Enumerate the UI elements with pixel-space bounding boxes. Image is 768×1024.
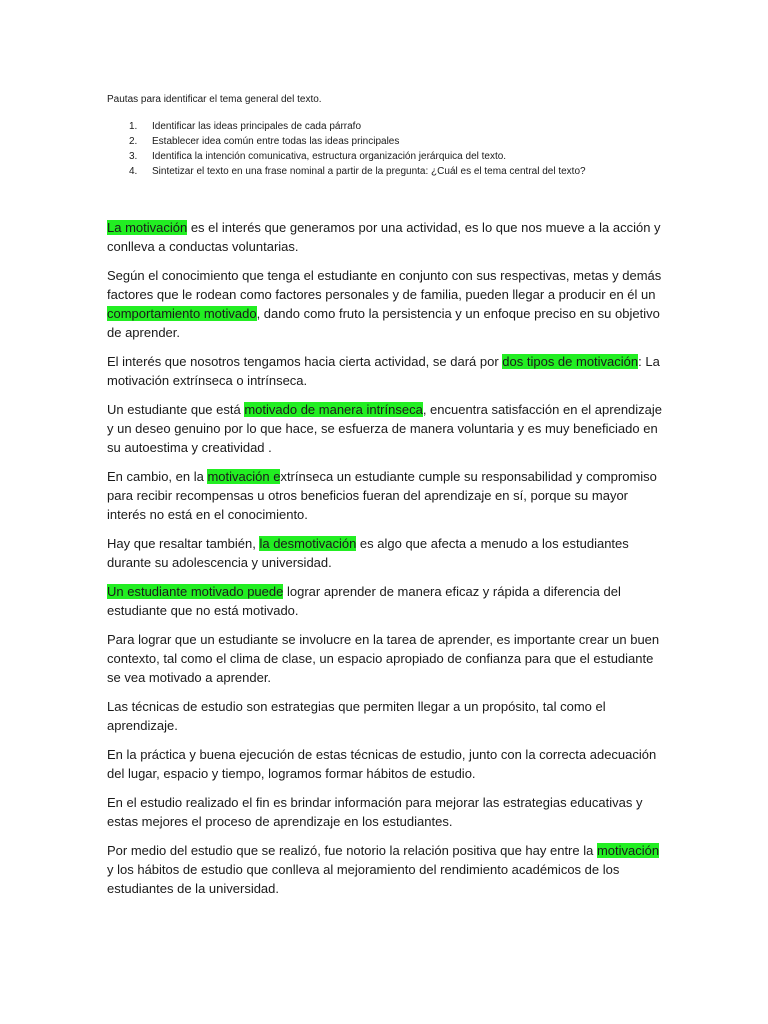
guideline-item	[107, 149, 667, 164]
paragraph-text: Para lograr que un estudiante se involucre en la tarea de aprender, es importante crear un buen contexto, tal como el clima de clase, un espacio apropiado de confianza para que el estudiante se vea motivado a aprender.	[107, 632, 660, 685]
paragraph-text: En el estudio realizado el fin es brindar información para mejorar las estrategias educativas y estas mejores el proceso de aprendizaje en los estudiantes.	[107, 795, 643, 829]
paragraph-text: Por medio del estudio que se realizó, fue notorio la relación positiva que hay entre la	[107, 843, 597, 858]
paragraph-text: : La motivación extrínseca o intrínseca.	[107, 354, 660, 388]
guideline-text: Identificar las ideas principales de cada párrafo	[152, 121, 362, 132]
paragraph	[107, 534, 663, 572]
highlighted-text: La motivación	[107, 220, 188, 235]
paragraph-text: xtrínseca un estudiante cumple su responsabilidad y compromiso para recibir recompensas u otros beneficios fueran del aprendizaje en sí, porque su mayor interés no está en el conocimiento.	[107, 469, 657, 522]
paragraph-text: Hay que resaltar también,	[107, 536, 260, 551]
paragraph	[107, 400, 663, 457]
guideline-item	[107, 119, 667, 134]
paragraph-text: , encuentra satisfacción en el aprendizaje y un deseo genuino por lo que hace, se esfuerza de manera voluntaria y es muy beneficiado en su autoestima y creatividad .	[107, 402, 663, 455]
paragraph	[107, 218, 663, 256]
highlighted-text: Un estudiante motivado puede	[107, 584, 284, 599]
paragraph	[107, 630, 663, 687]
paragraph-text: y los hábitos de estudio que conlleva al mejoramiento del rendimiento académicos de los estudiantes de la universidad.	[107, 862, 620, 896]
guideline-text: Sintetizar el texto en una frase nominal a partir de la pregunta: ¿Cuál es el tema central del texto?	[152, 166, 586, 177]
paragraph-text: , dando como fruto la persistencia y un enfoque preciso en su objetivo de aprender.	[107, 306, 660, 340]
paragraph-text: lograr aprender de manera eficaz y rápida a diferencia del estudiante que no está motivado.	[107, 584, 621, 618]
paragraph-text: Según el conocimiento que tenga el estudiante en conjunto con sus respectivas, metas y demás factores que le rodean como factores personales y de familia, pueden llegar a producir en él un	[107, 268, 662, 302]
guidelines-section	[107, 92, 667, 179]
highlighted-text: la desmotivación	[259, 536, 357, 551]
paragraph	[107, 467, 663, 524]
paragraph	[107, 841, 663, 898]
paragraph-text: En cambio, en la	[107, 469, 208, 484]
paragraph	[107, 582, 663, 620]
paragraph	[107, 793, 663, 831]
highlighted-text: motivado de manera intrínseca	[244, 402, 423, 417]
paragraph	[107, 745, 663, 783]
paragraph-text: Las técnicas de estudio son estrategias que permiten llegar a un propósito, tal como el aprendizaje.	[107, 699, 606, 733]
guideline-number: 3.	[129, 151, 138, 162]
highlighted-text: motivación	[596, 843, 660, 858]
guideline-text: Establecer idea común entre todas las ideas principales	[152, 136, 400, 147]
paragraph	[107, 352, 663, 390]
paragraph-text: es el interés que generamos por una actividad, es lo que nos mueve a la acción y conlleva a conductas voluntarias.	[107, 220, 661, 254]
guideline-text: Identifica la intención comunicativa, estructura organización jerárquica del texto.	[152, 151, 507, 162]
guideline-item	[107, 164, 667, 179]
highlighted-text: motivación e	[207, 469, 281, 484]
guideline-item	[107, 134, 667, 149]
highlighted-text: dos tipos de motivación	[502, 354, 639, 369]
guideline-number: 2.	[129, 136, 138, 147]
paragraph	[107, 266, 663, 342]
essay-body	[107, 218, 663, 908]
paragraph-text: El interés que nosotros tengamos hacia cierta actividad, se dará por	[107, 354, 503, 369]
paragraph	[107, 697, 663, 735]
guideline-number: 1.	[129, 121, 138, 132]
guidelines-list	[107, 119, 667, 179]
paragraph-text: En la práctica y buena ejecución de estas técnicas de estudio, junto con la correcta adecuación del lugar, espacio y tiempo, logramos formar hábitos de estudio.	[107, 747, 657, 781]
highlighted-text: comportamiento motivado	[107, 306, 257, 321]
paragraph-text: Un estudiante que está	[107, 402, 245, 417]
guideline-number: 4.	[129, 166, 138, 177]
paragraph-text: es algo que afecta a menudo a los estudiantes durante su adolescencia y universidad.	[107, 536, 629, 570]
guidelines-title: Pautas para identificar el tema general del texto.	[107, 94, 322, 105]
